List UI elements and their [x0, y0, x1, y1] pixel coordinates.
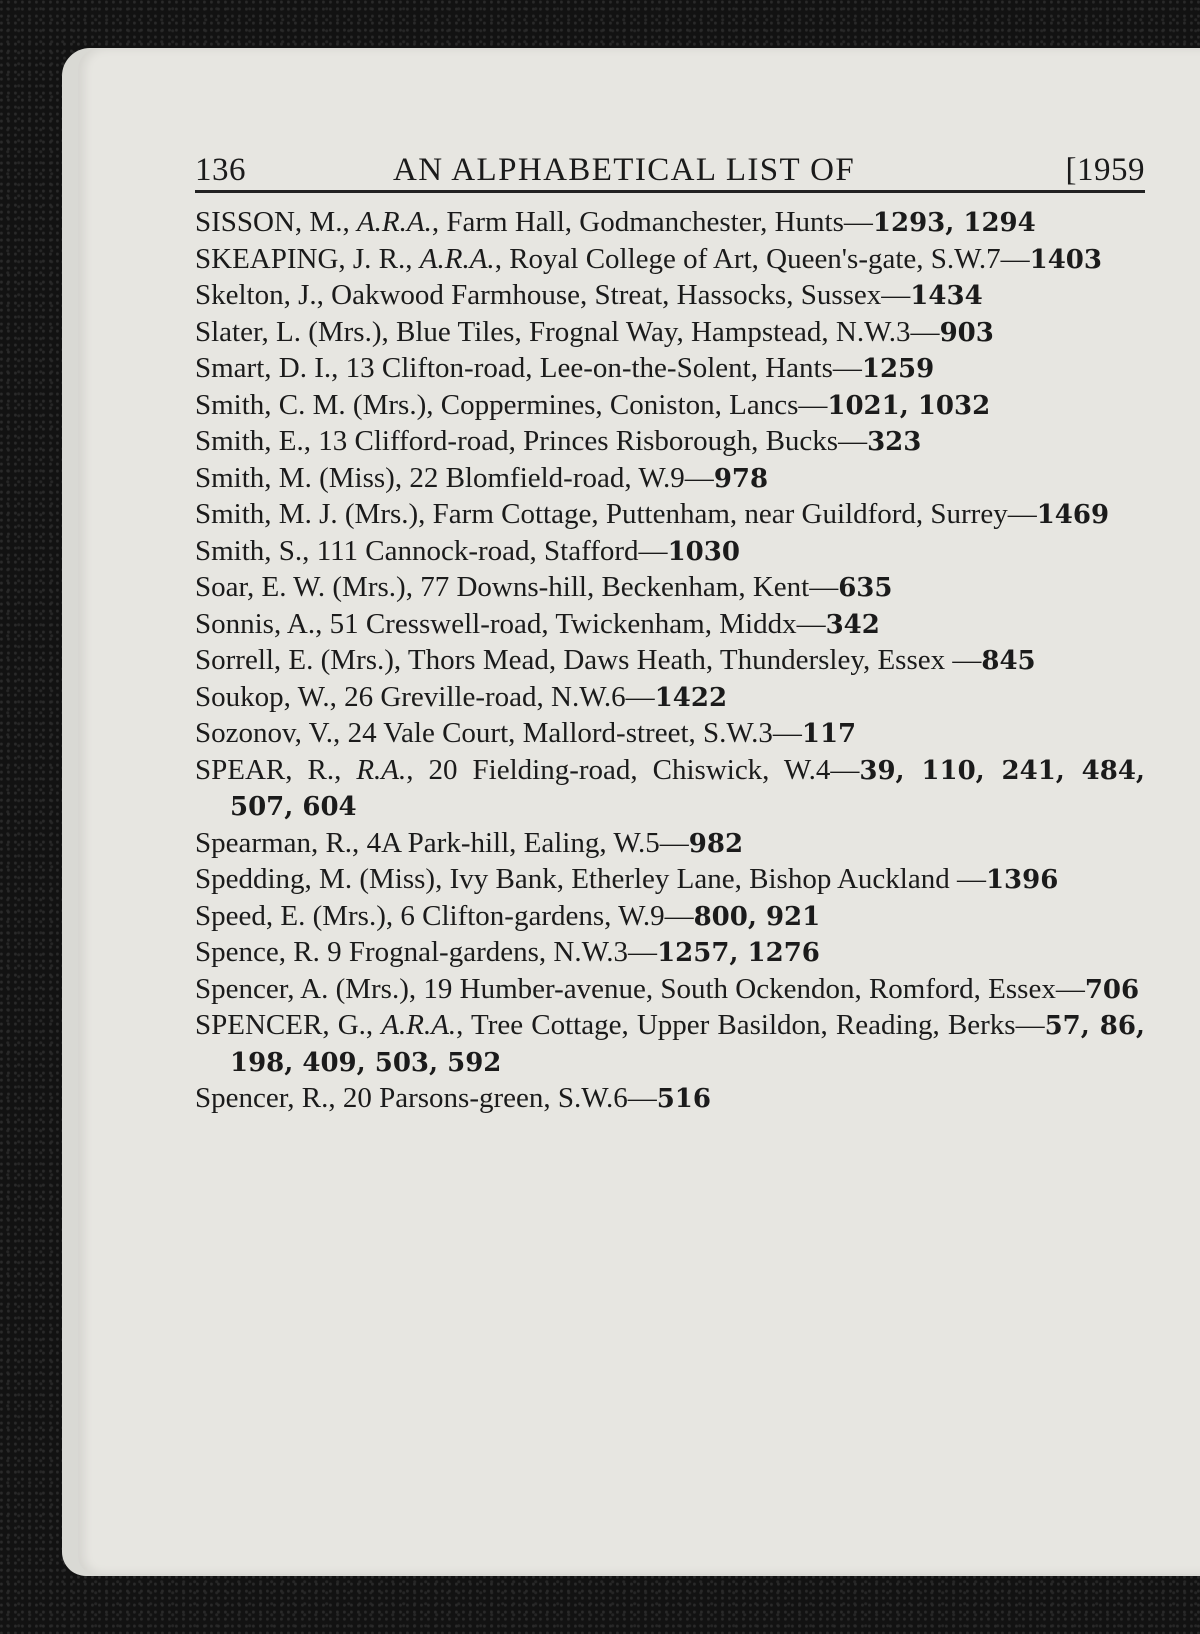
entry-address: 4A Park-hill, Ealing, W.5—: [366, 826, 689, 859]
entry-name: Smith, M. (Miss),: [195, 461, 410, 494]
entry-name: SPENCER, G.,: [195, 1009, 382, 1041]
entry-address: Ivy Bank, Etherley Lane, Bishop Auckland —: [449, 863, 986, 895]
entry-name: Soukop, W.,: [195, 680, 345, 713]
entry-address: Thors Mead, Daws Heath, Thundersley, Essex —: [407, 644, 982, 676]
list-item: [195, 1081, 1145, 1118]
list-item: [195, 643, 1145, 680]
entry-refs: 1259: [861, 354, 935, 384]
list-item: [195, 570, 1145, 607]
entry-name: Smart, D. I.,: [195, 352, 346, 384]
entry-refs: 342: [825, 609, 880, 640]
list-item: [195, 242, 1145, 279]
entry-honour: A.R.A.: [356, 206, 432, 238]
entry-refs: 1403: [1029, 244, 1102, 275]
entry-refs: 800, 921: [693, 901, 821, 932]
page-content: [195, 148, 1145, 1118]
list-item: [195, 315, 1145, 352]
entry-address: Blue Tiles, Frognal Way, Hampstead, N.W.3—: [396, 315, 940, 348]
list-item: [195, 680, 1145, 717]
entry-honour: R.A.: [356, 753, 407, 786]
list-item: [195, 607, 1145, 644]
list-item: [195, 534, 1145, 571]
list-item: [195, 461, 1145, 498]
entry-honour: A.R.A.: [419, 242, 495, 275]
list-item: [195, 1008, 1145, 1081]
entry-name: Spedding, M. (Miss),: [195, 863, 450, 895]
list-item: [195, 753, 1145, 826]
entry-address: 24 Vale Court, Mallord-street, S.W.3—: [347, 717, 802, 749]
entry-address: 77 Downs-hill, Beckenham, Kent—: [420, 571, 839, 603]
entry-name: Sonnis, A.,: [195, 607, 330, 640]
list-item: [195, 351, 1145, 388]
entry-address: 9 Frognal-gardens, N.W.3—: [327, 936, 658, 968]
entry-refs: 1396: [985, 865, 1059, 895]
entry-refs: 635: [838, 573, 893, 603]
entry-address: 13 Clifford-road, Princes Risborough, Bucks—: [318, 425, 868, 457]
entry-name: Slater, L. (Mrs.),: [195, 315, 396, 348]
entry-refs: 117: [801, 719, 857, 749]
list-item: [195, 424, 1145, 461]
entry-address: 51 Cresswell-road, Twickenham, Middx—: [329, 607, 826, 640]
page-year: [1959: [1065, 152, 1145, 188]
list-item: [195, 716, 1145, 753]
entry-name: Speed, E. (Mrs.),: [195, 899, 401, 932]
entry-address: , 20 Fielding-road, Chiswick, W.4—: [406, 753, 860, 786]
entry-address: 26 Greville-road, N.W.6—: [344, 680, 655, 713]
entry-address: , Farm Hall, Godmanchester, Hunts—: [431, 206, 873, 238]
entry-refs: 1257, 1276: [657, 938, 820, 968]
entry-name: Soar, E. W. (Mrs.),: [195, 571, 421, 603]
list-item: [195, 935, 1145, 972]
list-item: [195, 388, 1145, 425]
entry-address: Farm Cottage, Puttenham, near Guildford, Surrey—: [432, 498, 1037, 530]
list-item: [195, 497, 1145, 534]
entry-address: 111 Cannock-road, Stafford—: [316, 534, 668, 567]
entry-address: Oakwood Farmhouse, Streat, Hassocks, Sussex—: [331, 279, 911, 311]
entry-refs: 1434: [910, 281, 983, 311]
page-title: AN ALPHABETICAL LIST OF: [393, 152, 856, 188]
entry-name: Spencer, R.,: [195, 1082, 343, 1114]
entry-address: , Royal College of Art, Queen's-gate, S.W.7—: [494, 242, 1030, 275]
entry-name: SPEAR, R.,: [195, 753, 357, 786]
entry-name: Spence, R.: [195, 936, 328, 968]
entry-honour: A.R.A.: [381, 1009, 457, 1041]
entry-refs: 1293, 1294: [872, 208, 1036, 238]
entry-name: Sorrell, E. (Mrs.),: [195, 644, 408, 676]
entry-refs: 706: [1084, 974, 1140, 1005]
entry-refs: 1030: [667, 536, 740, 567]
page-number: 136: [195, 152, 246, 188]
entry-list: [195, 205, 1145, 1118]
entry-name: Smith, E.,: [195, 425, 319, 457]
entry-refs: 982: [688, 828, 744, 859]
entry-name: Spearman, R.,: [195, 826, 367, 859]
entry-name: Sozonov, V.,: [195, 717, 348, 749]
entry-refs: 978: [713, 463, 769, 494]
entry-name: Smith, C. M. (Mrs.),: [195, 388, 441, 421]
list-item: [195, 862, 1145, 899]
entry-name: Smith, S.,: [195, 534, 317, 567]
entry-address: Coppermines, Coniston, Lancs—: [440, 388, 828, 421]
list-item: [195, 205, 1145, 242]
entry-refs: 1021, 1032: [827, 390, 991, 421]
entry-refs: 845: [981, 646, 1036, 676]
entry-address: 13 Clifton-road, Lee-on-the-Solent, Hants—: [345, 352, 862, 384]
entry-refs: 516: [656, 1084, 711, 1114]
entry-refs: 903: [939, 317, 994, 348]
entry-name: Smith, M. J. (Mrs.),: [195, 498, 433, 530]
entry-address: 19 Humber-avenue, South Ockendon, Romford, Essex—: [423, 972, 1085, 1005]
list-item: [195, 826, 1145, 863]
entry-address: , Tree Cottage, Upper Basildon, Reading, Berks—: [456, 1009, 1045, 1041]
entry-refs: 1422: [654, 682, 728, 713]
entry-refs: 39, 110, 241, 484, 507, 604: [230, 755, 1145, 822]
entry-refs: 1469: [1036, 500, 1110, 530]
entry-name: SISSON, M.,: [195, 206, 357, 238]
entry-address: 6 Clifton-gardens, W.9—: [400, 899, 694, 932]
entry-name: Spencer, A. (Mrs.),: [195, 972, 424, 1005]
list-item: [195, 899, 1145, 936]
list-item: [195, 972, 1145, 1009]
entry-name: Skelton, J.,: [195, 279, 332, 311]
entry-name: SKEAPING, J. R.,: [195, 242, 420, 275]
running-header: [195, 148, 1145, 193]
entry-address: 22 Blomfield-road, W.9—: [409, 461, 714, 494]
entry-address: 20 Parsons-green, S.W.6—: [342, 1082, 657, 1114]
entry-refs: 323: [867, 427, 922, 457]
entry-refs: 57, 86, 198, 409, 503, 592: [230, 1011, 1145, 1078]
list-item: [195, 278, 1145, 315]
